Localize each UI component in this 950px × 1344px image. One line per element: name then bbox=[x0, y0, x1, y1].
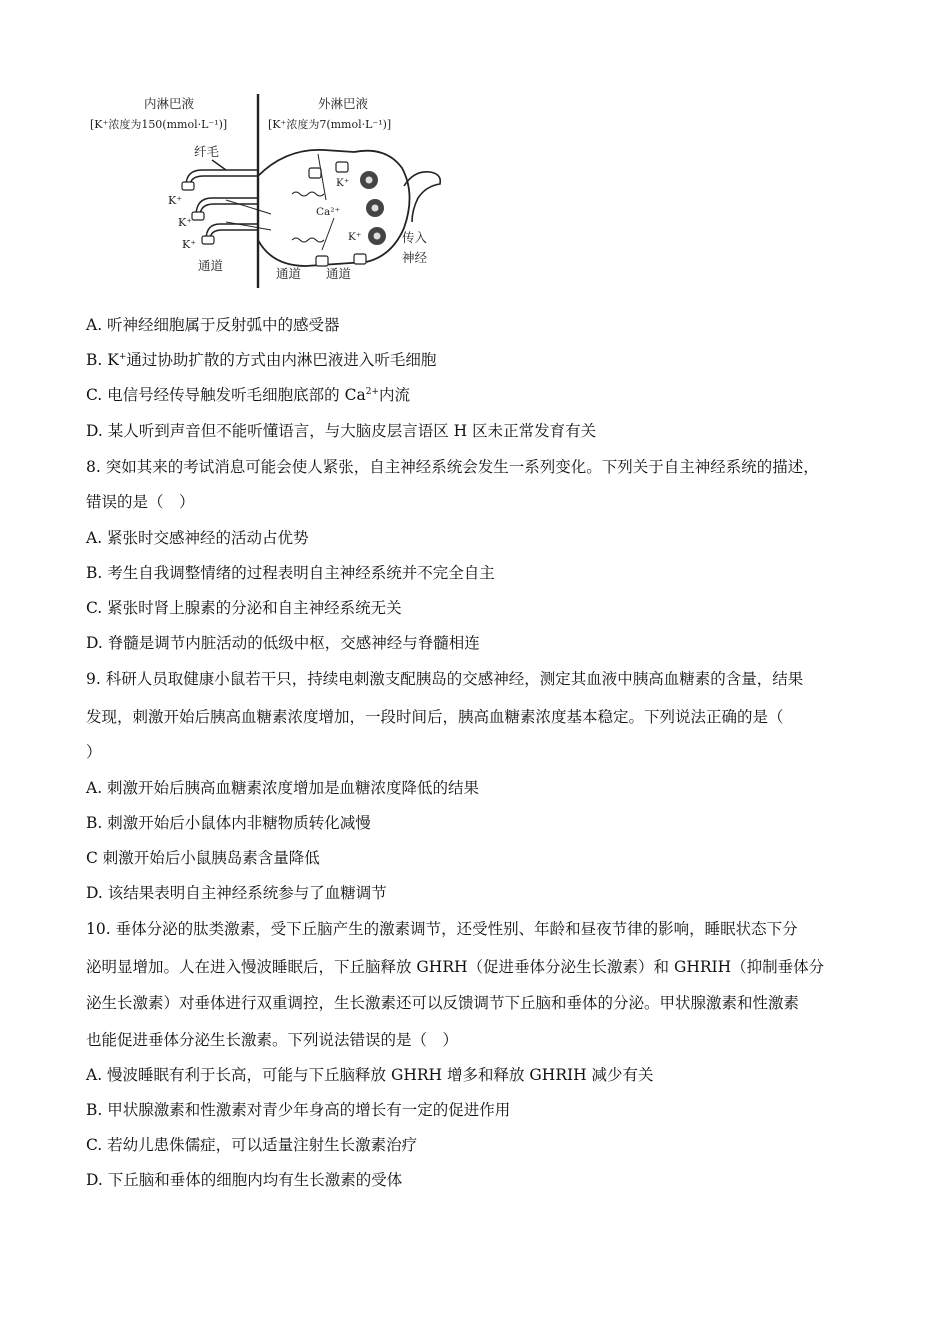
cilia-channels bbox=[182, 182, 214, 244]
inner-lymph-label: 内淋巴液 bbox=[144, 96, 195, 111]
q10-stem-line2: 泌明显增加。人在进入慢波睡眠后，下丘脑释放 GHRH（促进垂体分泌生长激素）和 GHRIH（抑制垂体分 bbox=[86, 958, 825, 976]
afferent-label-line2: 神经 bbox=[402, 250, 428, 265]
channel-label: 通道 bbox=[198, 258, 224, 273]
q10-stem-line3: 泌生长激素）对垂体进行双重调控，生长激素还可以反馈调节下丘脑和垂体的分泌。甲状腺激素和性激素 bbox=[86, 994, 800, 1012]
k-ion-label: K⁺ bbox=[168, 194, 183, 207]
k-superscript: + bbox=[118, 352, 127, 362]
k-ion-label: K⁺ bbox=[336, 177, 350, 189]
k-ion-label: K⁺ bbox=[348, 231, 362, 243]
k-ion-label: K⁺ bbox=[178, 216, 193, 229]
q9-stem-line1: 9. 科研人员取健康小鼠若干只，持续电刺激支配胰岛的交感神经，测定其血液中胰高血糖素的含量，结果 bbox=[86, 670, 804, 688]
q7-option-d: D. 某人听到声音但不能听懂语言，与大脑皮层言语区 H 区未正常发育有关 bbox=[86, 422, 597, 440]
q7-option-a: A. 听神经细胞属于反射弧中的感受器 bbox=[86, 316, 340, 334]
q10-option-c: C. 若幼儿患侏儒症，可以适量注射生长激素治疗 bbox=[86, 1136, 418, 1154]
q8-option-b: B. 考生自我调整情绪的过程表明自主神经系统并不完全自主 bbox=[86, 564, 495, 582]
q7-option-c-text: 内流 bbox=[378, 386, 410, 404]
k-ion-label: K⁺ bbox=[182, 238, 197, 251]
q9-option-c: C 刺激开始后小鼠胰岛素含量降低 bbox=[86, 849, 320, 867]
ca-superscript: 2+ bbox=[365, 387, 379, 397]
q10-option-a: A. 慢波睡眠有利于长高，可能与下丘脑释放 GHRH 增多和释放 GHRIH 减少有关 bbox=[86, 1066, 654, 1084]
q7-option-c-prefix: C. 电信号经传导触发听毛细胞底部的 Ca bbox=[86, 386, 366, 404]
q9-option-b: B. 刺激开始后小鼠体内非糖物质转化减慢 bbox=[86, 814, 371, 832]
q10-stem-line1: 10. 垂体分泌的肽类激素，受下丘脑产生的激素调节，还受性别、年龄和昼夜节律的影响，睡眠状态下分 bbox=[86, 920, 798, 938]
q8-option-c: C. 紧张时肾上腺素的分泌和自主神经系统无关 bbox=[86, 599, 402, 617]
channel-label: 通道 bbox=[326, 266, 352, 281]
q8-stem-line1: 8. 突如其来的考试消息可能会使人紧张，自主神经系统会发生一系列变化。下列关于自主神经系统的描述， bbox=[86, 458, 819, 476]
q7-option-b-text: 通过协助扩散的方式由内淋巴液进入听毛细胞 bbox=[126, 351, 437, 369]
q8-option-d: D. 脊髓是调节内脏活动的低级中枢，交感神经与脊髓相连 bbox=[86, 634, 480, 652]
q7-option-b-prefix: B. K bbox=[86, 351, 119, 369]
synaptic-vesicles bbox=[360, 171, 386, 245]
q8-stem-line2: 错误的是（ ） bbox=[86, 493, 195, 511]
outer-lymph-label: 外淋巴液 bbox=[318, 96, 369, 111]
outer-lymph-concentration: [K⁺浓度为7(mmol·L⁻¹)] bbox=[268, 118, 392, 131]
q10-stem-line4: 也能促进垂体分泌生长激素。下列说法错误的是（ ） bbox=[86, 1031, 459, 1049]
q10-option-b: B. 甲状腺激素和性激素对青少年身高的增长有一定的促进作用 bbox=[86, 1101, 511, 1119]
cilia-label: 纤毛 bbox=[194, 144, 220, 159]
channel-label: 通道 bbox=[276, 266, 302, 281]
afferent-label-line1: 传入 bbox=[402, 230, 428, 245]
q8-option-a: A. 紧张时交感神经的活动占优势 bbox=[86, 529, 309, 547]
q9-option-d: D. 该结果表明自主神经系统参与了血糖调节 bbox=[86, 884, 387, 902]
q9-option-a: A. 刺激开始后胰高血糖素浓度增加是血糖浓度降低的结果 bbox=[86, 779, 480, 797]
q7-option-c bbox=[86, 384, 876, 406]
q9-stem-line3: ） bbox=[86, 743, 102, 761]
cilia bbox=[186, 160, 258, 240]
inner-lymph-concentration: [K⁺浓度为150(mmol·L⁻¹)] bbox=[90, 118, 228, 131]
calcium-ion-label: Ca²⁺ bbox=[316, 206, 341, 218]
q9-stem-line2: 发现，刺激开始后胰高血糖素浓度增加，一段时间后，胰高血糖素浓度基本稳定。下列说法正确的是（ bbox=[86, 708, 784, 726]
hair-cell-diagram bbox=[86, 90, 448, 290]
q10-option-d: D. 下丘脑和垂体的细胞内均有生长激素的受体 bbox=[86, 1171, 403, 1189]
q7-option-b bbox=[86, 349, 876, 371]
